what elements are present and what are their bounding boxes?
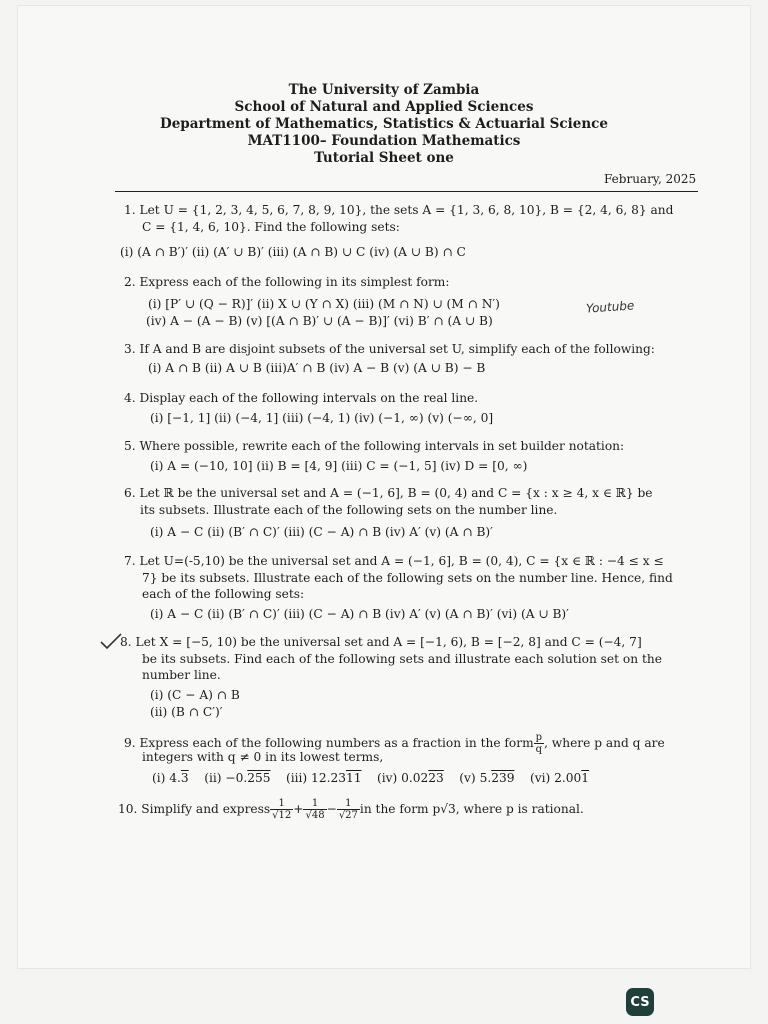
department-name: Department of Mathematics, Statistics & Actuarial Science bbox=[159, 116, 608, 132]
question-10-text-a: 10. Simplify and express bbox=[118, 802, 271, 816]
sheet-title: Tutorial Sheet one bbox=[314, 150, 454, 166]
q9-part-vi-repeat: 1 bbox=[581, 771, 590, 785]
fraction-2-denominator: √48 bbox=[305, 810, 325, 821]
question-10-text-b: in the form p√3, where p is rational. bbox=[359, 802, 584, 816]
question-2-parts-1: (i) [P′ ∪ (Q − R)]′ (ii) X ∪ (Y ∩ X) (iii) (M ∩ N) ∪ (M ∩ N′) bbox=[148, 297, 500, 311]
q9-part-i bbox=[152, 770, 189, 786]
question-5-parts: (i) A = (−10, 10] (ii) B = [4, 9] (iii) C = (−1, 5] (iv) D = [0, ∞) bbox=[150, 459, 528, 473]
question-9-text-a: 9. Express each of the following numbers as a fraction in the form bbox=[124, 736, 534, 750]
question-9-parts bbox=[152, 770, 589, 786]
q9-part-i-base: (i) 4. bbox=[152, 771, 181, 785]
question-9-line-2: integers with q ≠ 0 in its lowest terms, bbox=[142, 750, 384, 764]
question-4-parts: (i) [−1, 1] (ii) (−4, 1] (iii) (−4, 1) (iv) (−1, ∞) (v) (−∞, 0] bbox=[150, 411, 494, 425]
question-1-parts: (i) (A ∩ B′)′ (ii) (A′ ∪ B)′ (iii) (A ∩ B) ∪ C (iv) (A ∪ B) ∩ C bbox=[120, 245, 466, 259]
plus-sign: + bbox=[293, 802, 304, 816]
q9-part-iii bbox=[286, 770, 361, 786]
university-name: The University of Zambia bbox=[288, 82, 480, 98]
fraction-1-numerator: 1 bbox=[270, 798, 293, 810]
checkmark-icon bbox=[100, 633, 122, 649]
question-8-line-2: be its subsets. Find each of the following sets and illustrate each solution set on the bbox=[142, 652, 662, 666]
question-4-line-1: 4. Display each of the following intervals on the real line. bbox=[124, 391, 479, 405]
fraction-3-numerator: 1 bbox=[337, 798, 360, 810]
q9-part-iv-repeat: 23 bbox=[428, 771, 444, 785]
fraction-2 bbox=[303, 798, 326, 821]
fraction-3-denominator: √27 bbox=[338, 810, 358, 821]
minus-sign: − bbox=[326, 802, 337, 816]
question-8-line-3: number line. bbox=[142, 668, 221, 682]
header-divider bbox=[115, 191, 698, 192]
fraction-1 bbox=[270, 798, 293, 821]
question-1-line-1: 1. Let U = {1, 2, 3, 4, 5, 6, 7, 8, 9, 10}, the sets A = {1, 3, 6, 8, 10}, B = {2, 4, 6, 8} and bbox=[124, 203, 674, 217]
q9-part-iv bbox=[377, 770, 444, 786]
course-title: MAT1100– Foundation Mathematics bbox=[247, 133, 521, 149]
fraction-denominator: q bbox=[535, 744, 543, 755]
q9-part-v-base: (v) 5. bbox=[459, 771, 492, 785]
question-7-line-2: 7} be its subsets. Illustrate each of the following sets on the number line. Hence, find bbox=[142, 571, 673, 585]
fraction-1-denominator: √12 bbox=[272, 810, 292, 821]
question-1-line-2: C = {1, 4, 6, 10}. Find the following sets: bbox=[142, 220, 400, 234]
question-9-text-b: , where p and q are bbox=[544, 736, 665, 750]
question-6-line-1: 6. Let ℝ be the universal set and A = (−1, 6], B = (0, 4) and C = {x : x ≥ 4, x ∈ ℝ} be bbox=[124, 486, 653, 500]
document-header bbox=[0, 82, 768, 167]
handwritten-annotation: Youtube bbox=[585, 298, 635, 316]
question-3-parts: (i) A ∩ B (ii) A ∪ B (iii)A′ ∩ B (iv) A − B (v) (A ∪ B) − B bbox=[148, 361, 486, 375]
q9-part-ii-base: (ii) −0. bbox=[204, 771, 248, 785]
question-7-line-1: 7. Let U=(-5,10) be the universal set and A = (−1, 6], B = (0, 4), C = {x ∈ ℝ : −4 ≤ x ≤ bbox=[124, 554, 664, 568]
fraction-2-numerator: 1 bbox=[303, 798, 326, 810]
q9-part-iv-base: (iv) 0.02 bbox=[376, 771, 429, 785]
q9-part-i-repeat: 3 bbox=[180, 771, 189, 785]
question-8-line-1: 8. Let X = [−5, 10) be the universal set and A = [−1, 6), B = [−2, 8] and C = (−4, 7] bbox=[120, 635, 642, 649]
question-2-parts-2: (iv) A − (A − B) (v) [(A ∩ B)′ ∪ (A − B)]′ (vi) B′ ∩ (A ∪ B) bbox=[146, 314, 493, 328]
fraction-3 bbox=[337, 798, 360, 821]
school-name: School of Natural and Applied Sciences bbox=[234, 99, 534, 115]
q9-part-vi-base: (vi) 2.00 bbox=[529, 771, 582, 785]
camscanner-logo: CS bbox=[626, 988, 654, 1016]
q9-part-ii-repeat: 255 bbox=[247, 771, 271, 785]
question-3-line-1: 3. If A and B are disjoint subsets of the universal set U, simplify each of the following: bbox=[124, 342, 655, 356]
question-7-line-3: each of the following sets: bbox=[142, 587, 305, 601]
question-6-line-2: its subsets. Illustrate each of the following sets on the number line. bbox=[140, 503, 558, 517]
question-6-parts: (i) A − C (ii) (B′ ∩ C)′ (iii) (C − A) ∩ B (iv) A′ (v) (A ∩ B)′ bbox=[150, 525, 493, 539]
question-10 bbox=[118, 798, 584, 821]
question-2-line-1: 2. Express each of the following in its simplest form: bbox=[124, 275, 450, 289]
question-8-part-ii: (ii) (B ∩ C′)′ bbox=[150, 705, 223, 719]
date: February, 2025 bbox=[604, 172, 697, 186]
q9-part-v-repeat: 239 bbox=[491, 771, 515, 785]
question-5-line-1: 5. Where possible, rewrite each of the following intervals in set builder notation: bbox=[124, 439, 625, 453]
q9-part-iii-repeat: 11 bbox=[345, 771, 362, 785]
question-7-parts: (i) A − C (ii) (B′ ∩ C)′ (iii) (C − A) ∩ B (iv) A′ (v) (A ∩ B)′ (vi) (A ∪ B)′ bbox=[150, 607, 569, 621]
q9-part-ii bbox=[204, 770, 270, 786]
question-8-part-i: (i) (C − A) ∩ B bbox=[150, 688, 240, 702]
q9-part-iii-base: (iii) 12.23 bbox=[285, 771, 346, 785]
fraction-numerator: p bbox=[535, 732, 543, 743]
fraction-p-over-q bbox=[534, 732, 544, 755]
q9-part-v bbox=[459, 770, 514, 786]
q9-part-vi bbox=[530, 770, 589, 786]
